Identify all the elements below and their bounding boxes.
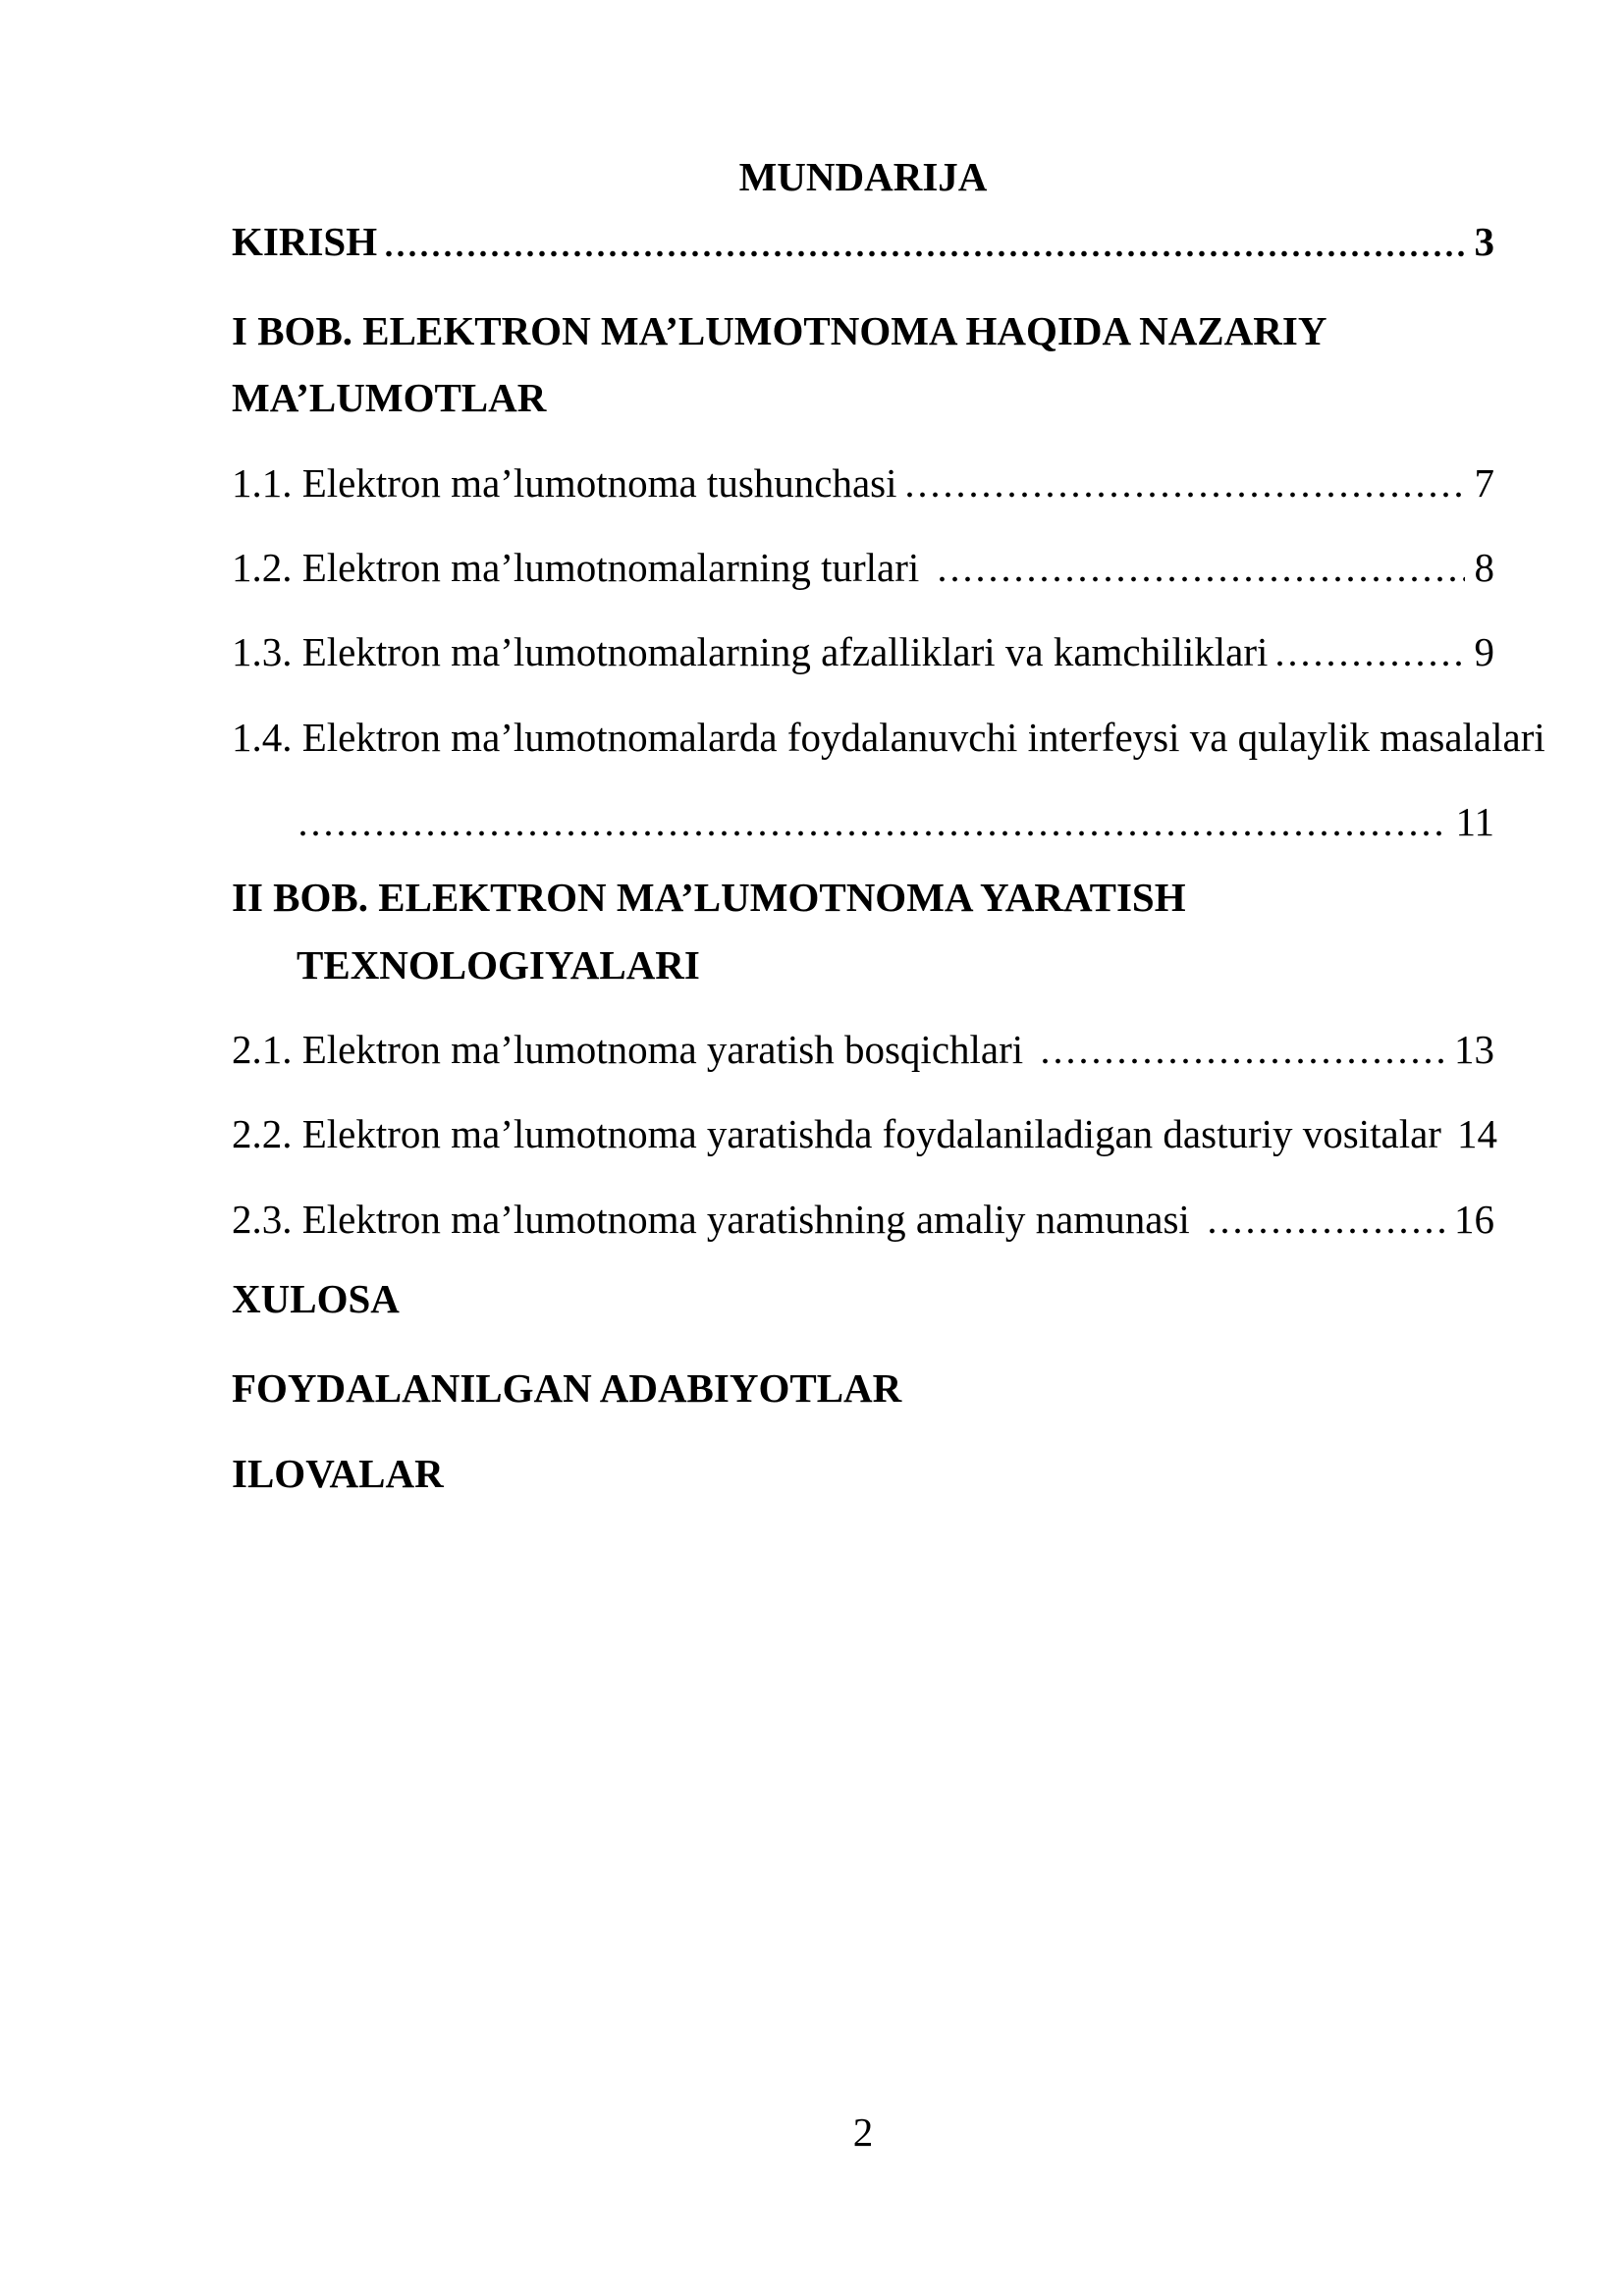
toc-page-number: 14 [1456,1111,1497,1156]
toc-heading-text: I BOB. ELEKTRON MA’LUMOTNOMA HAQIDA NAZARIY [232,308,1327,353]
toc-entry-label: 1.3. Elektron ma’lumotnomalarning afzalliklari va kamchiliklari [232,629,1269,674]
toc-heading-chapter1-line2 [232,374,1494,421]
page-number: 2 [852,2109,874,2155]
toc-entry-1-1[interactable] [232,459,1494,507]
dot-leader [1206,1228,1444,1234]
dot-leader [936,576,1465,582]
toc-entry-label: 2.1. Elektron ma’lumotnoma yaratish bosqichlari [232,1027,1034,1072]
toc-heading-chapter2-line1 [232,874,1494,921]
dot-leader [297,830,1446,836]
toc-entry-label: 2.3. Elektron ma’lumotnoma yaratishning amaliy namunasi [232,1197,1201,1242]
toc-entry-1-2[interactable] [232,544,1494,591]
toc-heading-text: MA’LUMOTLAR [232,375,547,420]
toc-entry-2-1[interactable] [232,1026,1494,1073]
toc-page-number: 16 [1454,1197,1494,1242]
toc-entry-1-3[interactable] [232,628,1494,675]
page-title-text: MUNDARIJA [738,154,988,199]
toc-heading-chapter1-line1 [232,307,1494,354]
toc-heading-text: TEXNOLOGIYALARI [297,942,700,988]
page-footer [232,2109,1494,2156]
toc-entry-kirish[interactable] [232,218,1494,265]
toc-entry-2-3[interactable] [232,1196,1494,1243]
toc-page-number: 7 [1474,460,1494,506]
toc-page-number: 9 [1474,629,1494,674]
toc-heading-ilovalar [232,1450,1494,1497]
toc-heading-chapter2-line2 [232,941,1494,988]
dot-leader [1039,1058,1444,1064]
toc-entry-2-2[interactable] [232,1110,1497,1157]
toc-entry-label: 2.2. Elektron ma’lumotnoma yaratishda foydalaniladigan dasturiy vositalar [232,1111,1441,1156]
toc-page-number: 13 [1454,1027,1494,1072]
toc-heading-text: II BOB. ELEKTRON MA’LUMOTNOMA YARATISH [232,875,1186,920]
page-title [232,153,1494,200]
toc-heading-text: XULOSA [232,1276,400,1321]
toc-heading-text: FOYDALANILGAN ADABIYOTLAR [232,1365,902,1411]
dot-leader [903,492,1465,498]
toc-entry-1-4-continuation[interactable] [232,798,1494,845]
toc-entry-label: 1.2. Elektron ma’lumotnomalarning turlari [232,545,930,590]
toc-page-number: 11 [1455,799,1494,844]
dot-leader [1273,661,1464,667]
toc-entry-label: 1.4. Elektron ma’lumotnomalarda foydalanuvchi interfeysi va qulaylik masalalari [232,715,1545,760]
toc-page-number: 3 [1474,219,1494,264]
toc-entry-label: 1.1. Elektron ma’lumotnoma tushunchasi [232,460,897,506]
toc-heading-text: ILOVALAR [232,1451,444,1496]
dot-leader [383,250,1464,257]
toc-page-number: 8 [1474,545,1494,590]
toc-entry-1-4[interactable] [232,714,1545,761]
toc-entry-label: KIRISH [232,219,378,264]
toc-heading-adabiyotlar [232,1364,1494,1412]
toc-heading-xulosa [232,1275,1494,1322]
